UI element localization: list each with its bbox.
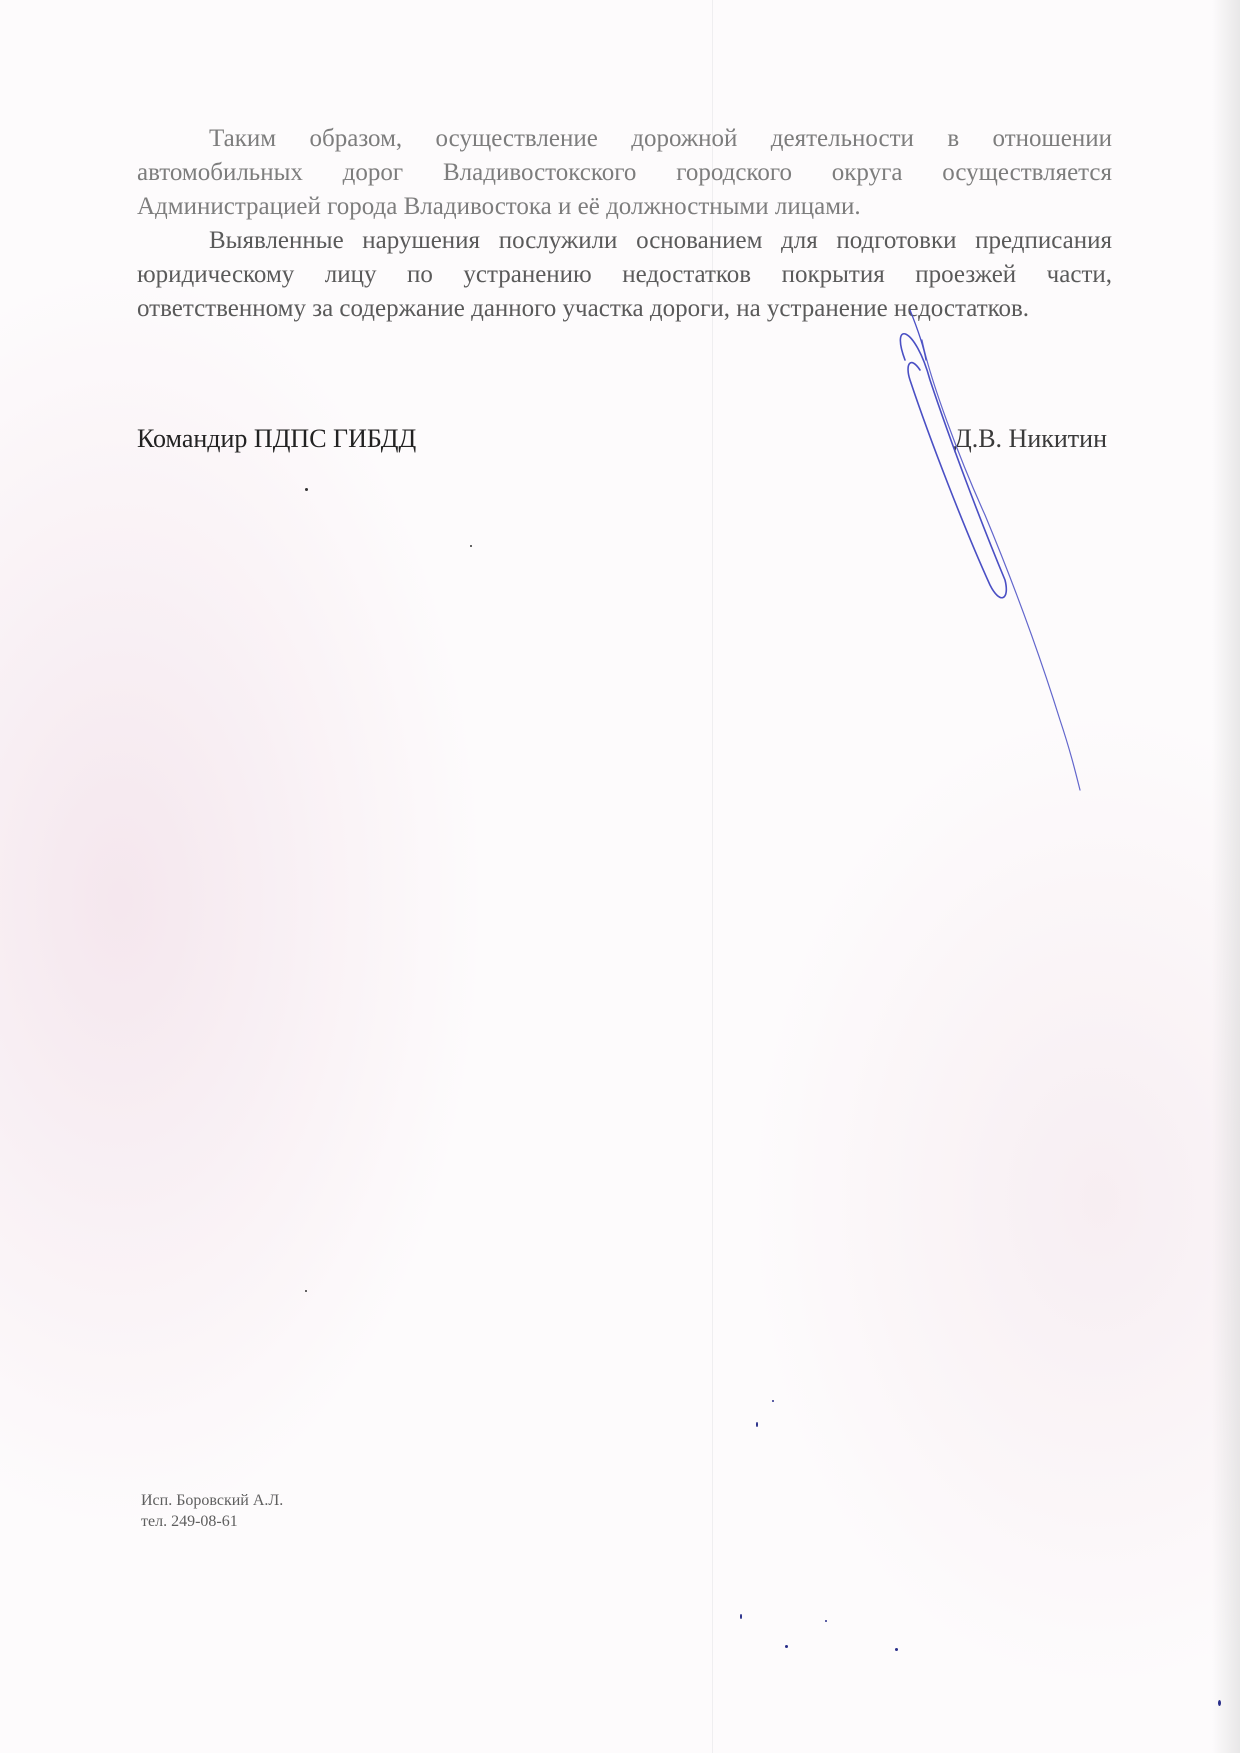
scan-speck — [1218, 1700, 1221, 1706]
signer-title: Командир ПДПС ГИБДД — [137, 424, 417, 453]
executor-phone: тел. 249-08-61 — [141, 1513, 238, 1530]
handwritten-signature — [860, 300, 1140, 860]
executor-name: Исп. Боровский А.Л. — [141, 1492, 284, 1509]
scan-speck — [772, 1400, 774, 1402]
scan-speck — [895, 1648, 898, 1651]
paragraph-violations: Выявленные нарушения послужили основанием для подготовки предписания юридическому лицу по устранению недостатков покрытия проезжей части, ответственному за содержание данного участка дороги, на устранение недостатков. — [137, 227, 1112, 322]
paragraph-conclusion: Таким образом, осуществление дорожной деятельности в отношении автомобильных дорог Владивостокского городского округа осуществляется Администрацией города Владивостока и её должностными лицами. — [137, 125, 1112, 220]
scan-edge-shadow — [1212, 0, 1240, 1753]
signer-name: Д.В. Никитин — [953, 424, 1107, 453]
scan-speck — [785, 1645, 788, 1648]
letter-body — [137, 122, 1112, 326]
scan-speck — [305, 1290, 307, 1292]
scan-speck — [305, 488, 308, 491]
scan-speck — [470, 545, 472, 547]
scan-speck — [756, 1422, 758, 1427]
executor-info — [141, 1490, 283, 1532]
scan-speck — [740, 1614, 742, 1619]
scan-speck — [825, 1620, 827, 1622]
